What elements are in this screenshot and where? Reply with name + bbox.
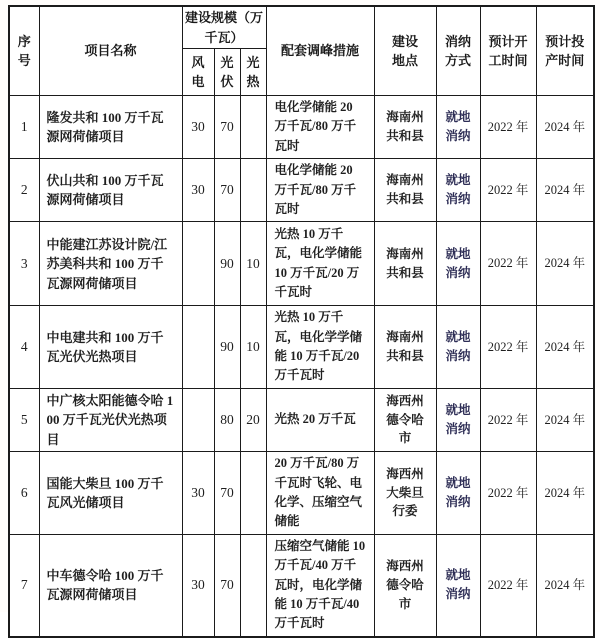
col-index-label: 序号 — [17, 33, 31, 68]
cell-production: 2024 年 — [536, 96, 594, 159]
col-csp-label: 光热 — [246, 54, 260, 89]
table-row — [9, 534, 594, 636]
cell-wind — [182, 388, 214, 452]
cell-consumption-text: 就地消纳 — [445, 110, 471, 144]
col-index-header — [9, 6, 39, 96]
cell-index: 4 — [9, 306, 39, 389]
cell-index: 2 — [9, 159, 39, 222]
col-pv-header — [214, 49, 240, 96]
table-row — [9, 222, 594, 306]
col-consumption-label: 消纳方式 — [445, 33, 472, 68]
col-project-header — [39, 6, 182, 96]
col-scale-group-label: 建设规模（万千瓦） — [185, 10, 264, 45]
cell-start: 2022 年 — [480, 534, 536, 636]
header-row-1 — [9, 6, 594, 49]
cell-csp: 10 — [240, 222, 266, 306]
cell-start: 2022 年 — [480, 388, 536, 452]
col-start-header — [480, 6, 536, 96]
cell-consumption — [436, 452, 480, 535]
cell-csp — [240, 452, 266, 535]
cell-consumption — [436, 388, 480, 452]
cell-project: 国能大柴旦 100 万千瓦风光储项目 — [39, 452, 182, 535]
cell-project: 伏山共和 100 万千瓦源网荷储项目 — [39, 159, 182, 222]
table-row — [9, 159, 594, 222]
cell-project: 隆发共和 100 万千瓦源网荷储项目 — [39, 96, 182, 159]
cell-consumption-text: 就地消纳 — [445, 247, 471, 280]
cell-location — [374, 534, 436, 636]
cell-consumption-text: 就地消纳 — [445, 403, 471, 436]
cell-pv: 70 — [214, 96, 240, 159]
cell-production: 2024 年 — [536, 388, 594, 452]
cell-index: 3 — [9, 222, 39, 306]
cell-location — [374, 388, 436, 452]
cell-production: 2024 年 — [536, 222, 594, 306]
cell-location-text: 海南州共和县 — [386, 173, 424, 207]
cell-location-text: 海西州德令哈市 — [386, 559, 424, 611]
cell-production: 2024 年 — [536, 159, 594, 222]
cell-location — [374, 159, 436, 222]
cell-location — [374, 452, 436, 535]
col-project-label: 项目名称 — [84, 43, 137, 59]
col-production-header — [536, 6, 594, 96]
cell-wind: 30 — [182, 96, 214, 159]
cell-start: 2022 年 — [480, 222, 536, 306]
cell-production: 2024 年 — [536, 534, 594, 636]
cell-measures: 光热 10 万千瓦，电化学储能 10 万千瓦/20 万千瓦时 — [266, 222, 374, 306]
cell-location-text: 海西州大柴旦行委 — [386, 466, 424, 519]
cell-location — [374, 306, 436, 389]
col-scale-group-header — [182, 6, 266, 49]
col-consumption-header — [436, 6, 480, 96]
cell-project: 中电建共和 100 万千瓦光伏光热项目 — [39, 306, 182, 389]
cell-index: 5 — [9, 388, 39, 452]
cell-project: 中广核太阳能德令哈 100 万千瓦光伏光热项目 — [39, 388, 182, 452]
col-pv-label: 光伏 — [220, 54, 234, 89]
col-measures-header — [266, 6, 374, 96]
cell-location — [374, 96, 436, 159]
cell-consumption — [436, 306, 480, 389]
cell-pv: 70 — [214, 534, 240, 636]
cell-wind: 30 — [182, 159, 214, 222]
col-location-header — [374, 6, 436, 96]
cell-location-text: 海西州德令哈市 — [386, 393, 424, 446]
cell-measures: 电化学储能 20 万千瓦/80 万千瓦时 — [266, 159, 374, 222]
cell-consumption-text: 就地消纳 — [445, 476, 471, 509]
cell-consumption — [436, 534, 480, 636]
cell-start: 2022 年 — [480, 96, 536, 159]
table-row — [9, 452, 594, 535]
cell-index: 6 — [9, 452, 39, 535]
cell-pv: 90 — [214, 222, 240, 306]
cell-production: 2024 年 — [536, 452, 594, 535]
cell-project: 中能建江苏设计院/江苏美科共和 100 万千瓦源网荷储项目 — [39, 222, 182, 306]
cell-consumption-text: 就地消纳 — [445, 330, 471, 363]
cell-measures: 压缩空气储能 10 万千瓦/40 万千瓦时，电化学储能 10 万千瓦/40 万千瓦时 — [266, 534, 374, 636]
cell-project: 中车德令哈 100 万千瓦源网荷储项目 — [39, 534, 182, 636]
cell-pv: 80 — [214, 388, 240, 452]
cell-index: 7 — [9, 534, 39, 636]
cell-wind — [182, 222, 214, 306]
cell-pv: 70 — [214, 159, 240, 222]
col-wind-header — [182, 49, 214, 96]
cell-location-text: 海南州共和县 — [386, 247, 424, 280]
cell-start: 2022 年 — [480, 159, 536, 222]
cell-consumption — [436, 222, 480, 306]
cell-consumption — [436, 96, 480, 159]
col-start-label: 预计开工时间 — [488, 33, 528, 68]
cell-csp — [240, 159, 266, 222]
table-row — [9, 388, 594, 452]
cell-consumption-text: 就地消纳 — [445, 173, 471, 207]
cell-production: 2024 年 — [536, 306, 594, 389]
cell-measures: 20 万千瓦/80 万千瓦时飞轮、电化学、压缩空气储能 — [266, 452, 374, 535]
cell-location — [374, 222, 436, 306]
cell-csp: 10 — [240, 306, 266, 389]
cell-measures: 光热 20 万千瓦 — [266, 388, 374, 452]
cell-index: 1 — [9, 96, 39, 159]
col-location-label: 建设地点 — [392, 33, 419, 68]
cell-pv: 90 — [214, 306, 240, 389]
table-row — [9, 96, 594, 159]
cell-consumption-text: 就地消纳 — [445, 568, 471, 602]
cell-location-text: 海南州共和县 — [386, 330, 424, 363]
projects-table — [8, 5, 595, 638]
cell-start: 2022 年 — [480, 452, 536, 535]
cell-measures: 电化学储能 20 万千瓦/80 万千瓦时 — [266, 96, 374, 159]
cell-start: 2022 年 — [480, 306, 536, 389]
table-row — [9, 306, 594, 389]
cell-location-text: 海南州共和县 — [386, 110, 424, 144]
cell-wind: 30 — [182, 534, 214, 636]
col-production-label: 预计投产时间 — [545, 33, 585, 68]
cell-wind — [182, 306, 214, 389]
cell-csp — [240, 534, 266, 636]
cell-csp: 20 — [240, 388, 266, 452]
col-measures-label: 配套调峰措施 — [281, 43, 360, 59]
cell-pv: 70 — [214, 452, 240, 535]
col-wind-label: 风电 — [191, 54, 205, 89]
cell-consumption — [436, 159, 480, 222]
cell-measures: 光热 10 万千瓦，电化学学储能 10 万千瓦/20 万千瓦时 — [266, 306, 374, 389]
cell-wind: 30 — [182, 452, 214, 535]
col-csp-header — [240, 49, 266, 96]
cell-csp — [240, 96, 266, 159]
